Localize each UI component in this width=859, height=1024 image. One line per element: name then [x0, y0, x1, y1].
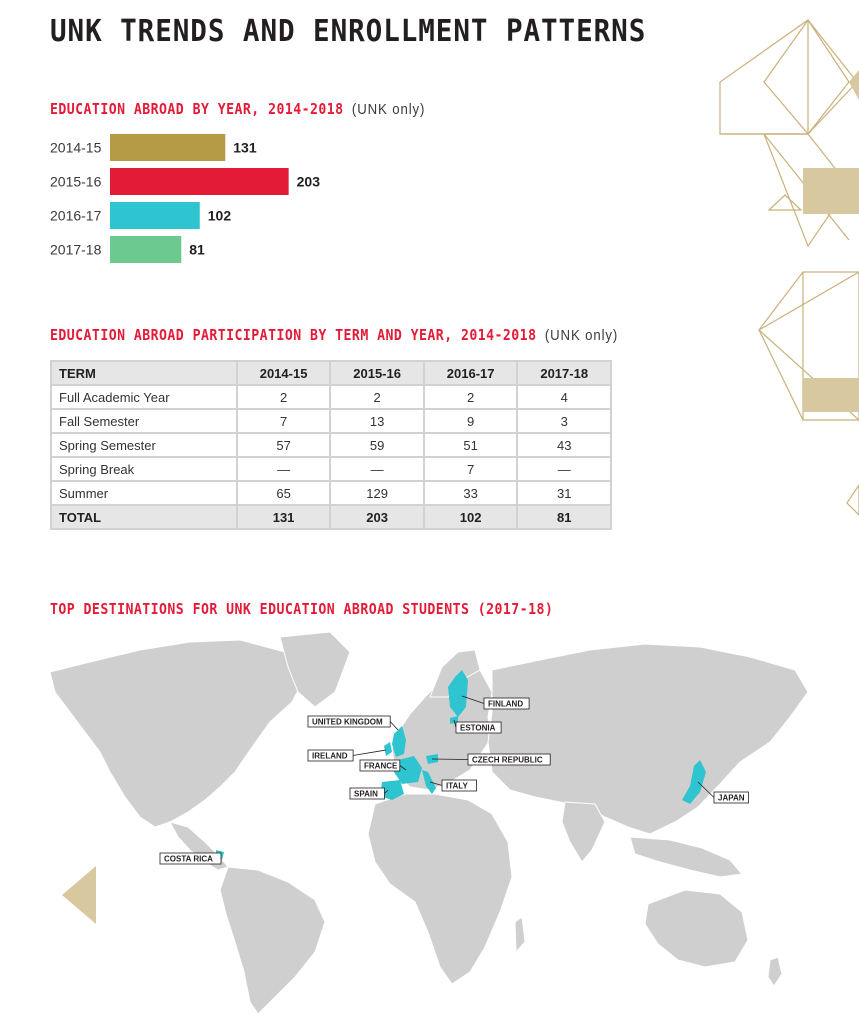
leader-line	[390, 722, 398, 731]
madagascar-shape	[515, 917, 525, 952]
asia-shape	[488, 644, 808, 834]
table-cell: 13	[330, 409, 424, 433]
table-cell: Summer	[51, 481, 237, 505]
header-term: TERM	[51, 361, 237, 385]
table-total-row	[51, 505, 611, 529]
map-label-ireland: IRELAND	[312, 751, 348, 761]
world-map	[30, 622, 830, 1022]
term-table	[50, 360, 612, 530]
header-2016-17: 2016-17	[424, 361, 518, 385]
category-label: 2014-15	[50, 139, 102, 156]
table-cell: 129	[330, 481, 424, 505]
table-cell: Spring Semester	[51, 433, 237, 457]
section-note: (UNK only)	[351, 101, 426, 118]
map-label-finland: FINLAND	[488, 699, 524, 709]
south-america-shape	[220, 867, 325, 1014]
table-cell: —	[330, 457, 424, 481]
triangle-decoration	[62, 866, 98, 926]
value-label: 81	[189, 241, 205, 258]
ireland-highlight	[384, 742, 392, 756]
bar-chart	[40, 128, 380, 268]
map-label-spain: SPAIN	[354, 789, 378, 799]
table-row	[51, 433, 611, 457]
table-row	[51, 457, 611, 481]
table-cell: 43	[517, 433, 611, 457]
map-label-japan: JAPAN	[718, 793, 745, 803]
india-shape	[562, 802, 605, 862]
map-label-czech-republic: CZECH REPUBLIC	[472, 755, 543, 765]
table-cell: Spring Break	[51, 457, 237, 481]
table-cell: 2	[424, 385, 518, 409]
table-cell: 3	[517, 409, 611, 433]
header-2015-16: 2015-16	[330, 361, 424, 385]
new-zealand-shape	[768, 957, 782, 986]
table-cell: 4	[517, 385, 611, 409]
value-label: 102	[207, 207, 232, 224]
table-cell: 131	[237, 505, 331, 529]
section-title-text: EDUCATION ABROAD PARTICIPATION BY TERM AND YEAR, 2014-2018	[50, 326, 537, 344]
africa-shape	[368, 794, 512, 984]
table-row	[51, 385, 611, 409]
map-label-costa-rica: COSTA RICA	[164, 854, 213, 864]
table-cell: 102	[424, 505, 518, 529]
table-cell: 57	[237, 433, 331, 457]
table-row	[51, 409, 611, 433]
leader-line	[432, 759, 468, 760]
table-cell: 9	[424, 409, 518, 433]
table-cell: 2	[237, 385, 331, 409]
map-label-estonia: ESTONIA	[460, 723, 496, 733]
table-cell: 81	[517, 505, 611, 529]
australia-shape	[645, 890, 748, 967]
bar	[110, 202, 200, 229]
section-title-by-term	[50, 326, 618, 344]
table-header-row	[51, 361, 611, 385]
table-cell: 203	[330, 505, 424, 529]
table-cell: Fall Semester	[51, 409, 237, 433]
value-label: 203	[296, 173, 320, 190]
southeast-asia-shape	[630, 837, 742, 877]
map-label-italy: ITALY	[446, 781, 468, 791]
leader-line	[353, 750, 386, 756]
map-label-france: FRANCE	[364, 761, 398, 771]
category-label: 2017-18	[50, 241, 102, 258]
category-label: 2016-17	[50, 207, 102, 224]
table-cell: 33	[424, 481, 518, 505]
table-cell: —	[517, 457, 611, 481]
category-label: 2015-16	[50, 173, 102, 190]
section-title-text: EDUCATION ABROAD BY YEAR, 2014-2018	[50, 100, 344, 118]
bar	[110, 236, 181, 263]
page-title: UNK TRENDS AND ENROLLMENT PATTERNS	[50, 14, 647, 49]
table-cell: 7	[424, 457, 518, 481]
header-2014-15: 2014-15	[237, 361, 331, 385]
header-2017-18: 2017-18	[517, 361, 611, 385]
table-cell: Full Academic Year	[51, 385, 237, 409]
table-row	[51, 481, 611, 505]
section-title-destinations: TOP DESTINATIONS FOR UNK EDUCATION ABROAD STUDENTS (2017-18)	[50, 600, 554, 618]
section-note: (UNK only)	[544, 327, 619, 344]
geometric-decoration	[709, 0, 859, 530]
section-title-by-year	[50, 100, 425, 118]
table-cell: —	[237, 457, 331, 481]
north-america-shape	[50, 640, 305, 827]
map-label-united-kingdom: UNITED KINGDOM	[312, 717, 383, 727]
table-cell: 7	[237, 409, 331, 433]
value-label: 131	[233, 139, 257, 156]
table-cell: 31	[517, 481, 611, 505]
bar	[110, 134, 225, 161]
table-cell: TOTAL	[51, 505, 237, 529]
table-cell: 65	[237, 481, 331, 505]
bar	[110, 168, 289, 195]
table-cell: 2	[330, 385, 424, 409]
table-cell: 59	[330, 433, 424, 457]
table-cell: 51	[424, 433, 518, 457]
